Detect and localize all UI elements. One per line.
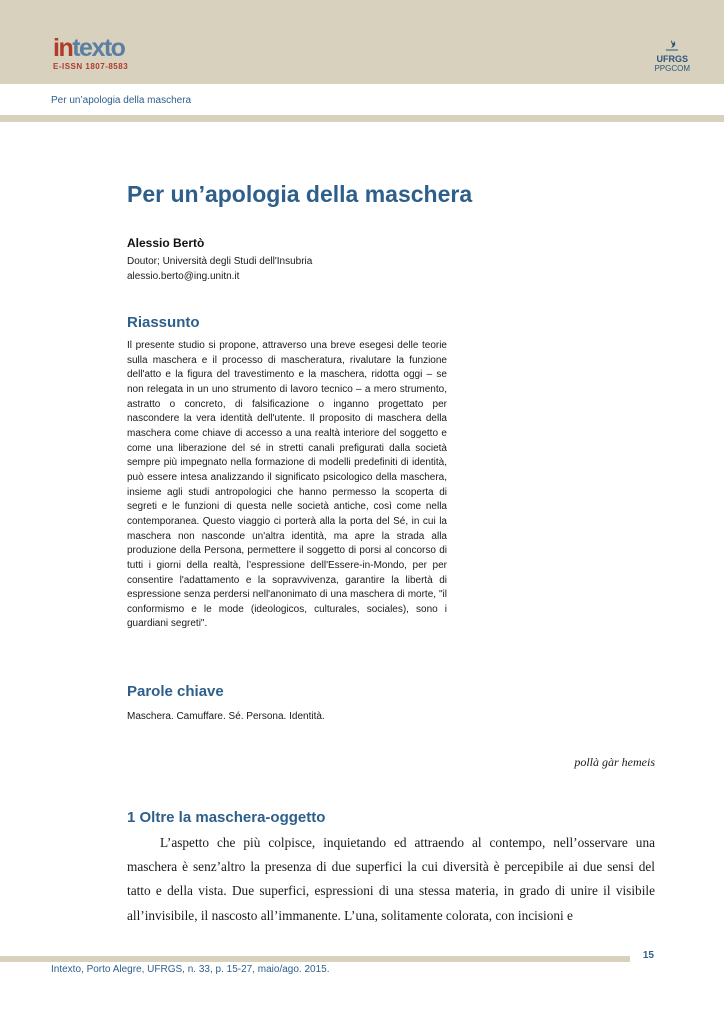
header-rule xyxy=(0,115,724,122)
ufrgs-logo xyxy=(654,40,690,73)
running-head: Per un’apologia della maschera xyxy=(51,95,192,106)
partner-sub: PPGCOM xyxy=(654,64,690,73)
abstract-text: Il presente studio si propone, attraverso una breve esegesi delle teorie sulla maschera e il processo di mascheratura, rivalutare la funzione dell'atto e la figura del travestimento e la maschera, ridotta oggi – se non relegata in un uno strumento di lavoro tecnico – a mero strumento, astratto o concreto, di falsificazione o inganno progettato per nascondere la vera identità dell'utente. Il proposito di maschera della maschera come chiave di accesso a una realtà interiore del soggetto e come una liberazione del sé in stretti canali prefigurati dalla società sempre più impegnato nella formazione di modelli predefiniti di identità, può essere intesa analizzando il significato psicologico della maschera, insieme agli studi antropologici che hanno permesso la scoperta di segreti e le funzioni di questa nelle società antiche, così come nella contemporanea. Questo viaggio ci porterà alla la porta del Sé, in cui la maschera non nasconde un'altra identità, ma apre la strada alla produzione della Persona, permettere il soggetto di porsi al concorso di tutti i giorni della realtà, l’espressione dell'Essere-in-Mondo, per per consentire l'adattamento e la sopravvivenza, garantire la libertà di espressione senza perdersi nell'anonimato di una maschera di morte, "il conformismo e le mode (ideologicos, culturales, sociales), sono i guardiani segreti". xyxy=(127,340,447,630)
body-paragraph: L’aspetto che più colpisce, inquietando ed attraendo al contempo, nell’osservare una maschera è senz’altro la presenza di due superfici la cui diversità è percepibile ai due sensi del tatto e della vista. Due superfici, espressioni di una stessa materia, in grado di unire il visibile all’invisibile, il nascosto all’immanente. L’una, solitamente colorata, con incisioni e xyxy=(127,835,655,923)
section-heading: 1 Oltre la maschera-oggetto xyxy=(127,809,326,826)
author-name: Alessio Bertò xyxy=(127,236,205,250)
keywords-text: Maschera. Camuffare. Sé. Persona. Identità. xyxy=(127,711,325,722)
page-number: 15 xyxy=(642,950,654,961)
author-affiliation: Doutor; Università degli Studi dell'Insubria xyxy=(127,256,313,267)
footer-citation: Intexto, Porto Alegre, UFRGS, n. 33, p. 15-27, maio/ago. 2015. xyxy=(51,964,330,975)
intexto-logo xyxy=(53,36,128,71)
author-info xyxy=(127,254,312,284)
issn-label: E-ISSN 1807-8583 xyxy=(53,62,129,71)
flame-icon xyxy=(654,40,690,54)
keywords-heading: Parole chiave xyxy=(127,683,224,700)
logo-prefix: in xyxy=(53,34,73,62)
logo-rest: texto xyxy=(72,34,125,62)
article-title: Per un’apologia della maschera xyxy=(127,181,473,207)
author-email: alessio.berto@ing.unitn.it xyxy=(127,271,240,282)
flame-icon-svg xyxy=(665,40,679,51)
logo-wordmark xyxy=(53,36,128,60)
footer-rule xyxy=(0,956,630,962)
epigraph: pollà gàr hemeis xyxy=(574,755,655,769)
abstract-heading: Riassunto xyxy=(127,314,200,331)
partner-name: UFRGS xyxy=(656,54,688,64)
